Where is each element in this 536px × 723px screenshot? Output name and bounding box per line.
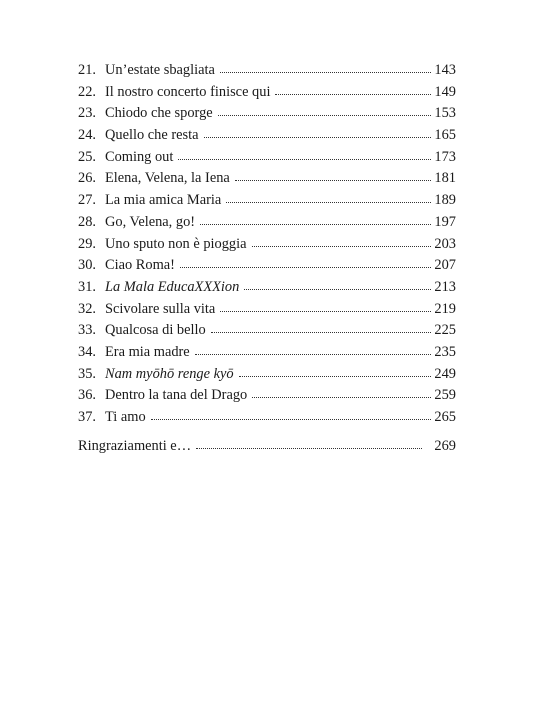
toc-entry-title: Nam myōhō renge kyō: [105, 365, 234, 382]
toc-entry-title: Ringraziamenti e…: [78, 438, 192, 454]
dot-leader: [252, 396, 431, 398]
toc-entry-title: Il nostro concerto finisce qui: [105, 83, 271, 100]
toc-entry-page: 181: [434, 170, 456, 187]
toc-entry: [78, 385, 456, 407]
toc-entry: [78, 277, 456, 299]
table-of-contents: [78, 60, 456, 429]
toc-entry: [78, 255, 456, 277]
toc-entry-title: Quello che resta: [105, 127, 199, 144]
toc-entry-number: 34.: [78, 343, 96, 360]
toc-entry-number: 32.: [78, 300, 96, 317]
toc-entry-acknowledgements: [78, 436, 456, 458]
dot-leader: [151, 418, 431, 420]
toc-entry-number: 25.: [78, 148, 96, 165]
dot-leader: [211, 331, 431, 333]
toc-entry-number: 24.: [78, 127, 96, 144]
toc-entry-number: 36.: [78, 387, 96, 404]
toc-entry-page: 149: [434, 83, 456, 100]
toc-entry-title: La Mala EducaXXXion: [105, 278, 240, 295]
dot-leader: [178, 158, 431, 160]
toc-entry: [78, 364, 456, 386]
toc-entry-number: 22.: [78, 83, 96, 100]
toc-entry-number: 28.: [78, 213, 96, 230]
toc-entry-page: 207: [434, 257, 456, 274]
toc-entry-page: 165: [434, 127, 456, 144]
toc-entry-number: 37.: [78, 409, 96, 425]
toc-entry-page: 219: [434, 300, 456, 317]
dot-leader: [235, 179, 431, 181]
dot-leader: [218, 114, 431, 116]
dot-leader: [220, 71, 431, 73]
toc-entry-number: 33.: [78, 322, 96, 339]
toc-entry: [78, 82, 456, 104]
toc-entry-number: 31.: [78, 278, 96, 295]
toc-entry-page: 173: [434, 148, 456, 165]
dot-leader: [252, 245, 432, 247]
toc-entry: [78, 407, 456, 429]
toc-entry-page: 153: [434, 105, 456, 122]
dot-leader: [204, 136, 432, 138]
dot-leader: [196, 447, 422, 449]
toc-entry: [78, 60, 456, 82]
toc-entry: [78, 299, 456, 321]
toc-entry-page: 213: [434, 278, 456, 295]
dot-leader: [275, 93, 431, 95]
toc-entry: [78, 125, 456, 147]
toc-entry-title: Ti amo: [105, 409, 146, 425]
toc-entry-title: Qualcosa di bello: [105, 322, 206, 339]
toc-entry: [78, 190, 456, 212]
toc-entry-page: 189: [434, 192, 456, 209]
toc-entry-title: Era mia madre: [105, 343, 190, 360]
toc-entry-number: 35.: [78, 365, 96, 382]
dot-leader: [239, 375, 431, 377]
toc-entry-page: 197: [434, 213, 456, 230]
toc-entry-number: 23.: [78, 105, 96, 122]
dot-leader: [226, 201, 431, 203]
toc-entry-number: 30.: [78, 257, 96, 274]
toc-entry-page: 249: [434, 365, 456, 382]
dot-leader: [195, 353, 431, 355]
toc-entry-page: 269: [434, 438, 456, 454]
toc-entry: [78, 103, 456, 125]
toc-entry: [78, 342, 456, 364]
toc-entry-number: 26.: [78, 170, 96, 187]
toc-entry-page: 143: [434, 62, 456, 78]
dot-leader: [244, 288, 431, 290]
toc-entry-title: La mia amica Maria: [105, 192, 222, 209]
toc-entry: [78, 147, 456, 169]
toc-entry-title: Dentro la tana del Drago: [105, 387, 248, 404]
toc-entry-title: Uno sputo non è pioggia: [105, 235, 247, 252]
toc-entry-title: Un’estate sbagliata: [105, 62, 215, 78]
toc-entry-title: Chiodo che sporge: [105, 105, 213, 122]
toc-entry-number: 27.: [78, 192, 96, 209]
toc-entry: [78, 212, 456, 234]
toc-entry-page: 259: [434, 387, 456, 404]
toc-entry-page: 203: [434, 235, 456, 252]
toc-entry-page: 235: [434, 343, 456, 360]
toc-entry-number: 21.: [78, 62, 96, 78]
toc-entry-title: Scivolare sulla vita: [105, 300, 216, 317]
dot-leader: [200, 223, 431, 225]
dot-leader: [180, 266, 431, 268]
toc-entry-page: 265: [434, 409, 456, 425]
toc-entry-page: 225: [434, 322, 456, 339]
toc-entry: [78, 320, 456, 342]
toc-entry: [78, 234, 456, 256]
dot-leader: [220, 310, 431, 312]
toc-entry-title: Go, Velena, go!: [105, 213, 196, 230]
toc-entry-number: 29.: [78, 235, 96, 252]
toc-entry-title: Ciao Roma!: [105, 257, 175, 274]
toc-entry: [78, 168, 456, 190]
toc-entry-title: Elena, Velena, la Iena: [105, 170, 230, 187]
toc-entry-title: Coming out: [105, 148, 174, 165]
